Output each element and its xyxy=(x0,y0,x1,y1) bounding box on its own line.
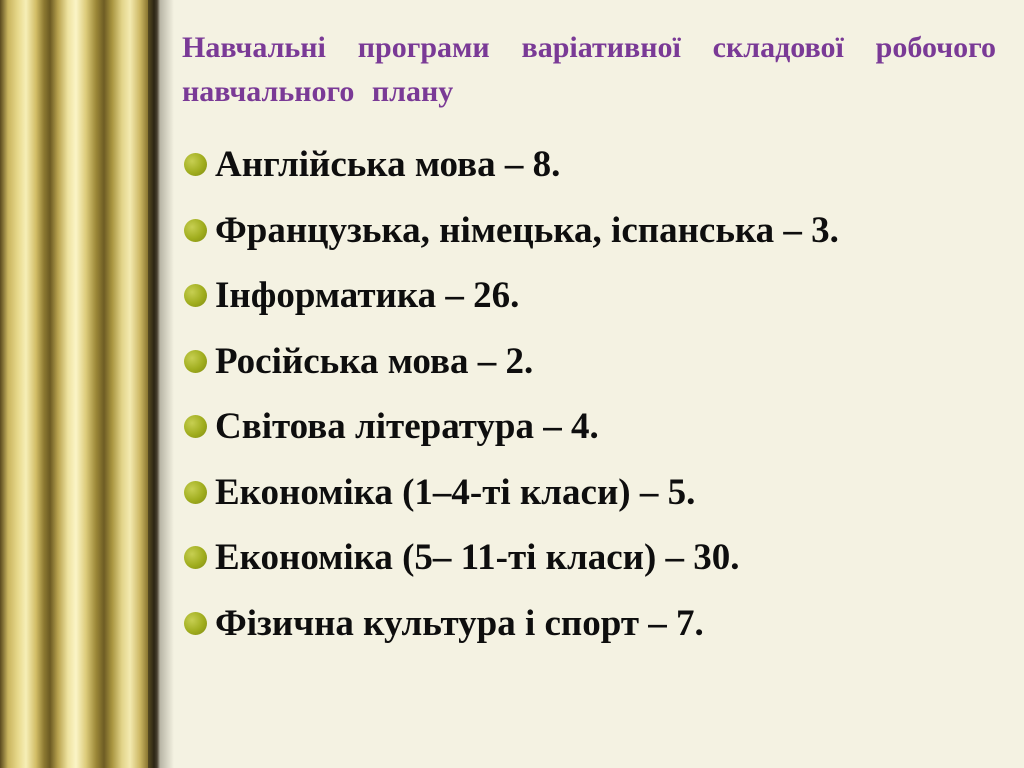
list-item-text: Інформатика – 26. xyxy=(215,275,520,317)
slide-title: Навчальні програми варіативної складової робочого навчального плану xyxy=(182,31,996,108)
bullet-icon xyxy=(184,612,207,635)
list-item-text: Економіка (1–4-ті класи) – 5. xyxy=(215,471,696,513)
pillar-shadow xyxy=(148,0,174,768)
bullet-icon xyxy=(184,284,207,307)
list-item xyxy=(184,132,839,198)
bullet-icon xyxy=(184,219,207,242)
list-item xyxy=(184,263,839,329)
list-item xyxy=(184,525,839,591)
list-item xyxy=(184,198,839,264)
list-item-text: Економіка (5– 11-ті класи) – 30. xyxy=(215,537,740,579)
bullet-icon xyxy=(184,153,207,176)
list-item-text: Фізична культура і спорт – 7. xyxy=(215,602,704,644)
bullet-icon xyxy=(184,415,207,438)
list-item xyxy=(184,329,839,395)
list-item-text: Англійська мова – 8. xyxy=(215,144,561,186)
bullet-list xyxy=(184,132,839,656)
list-item-text: Французька, німецька, іспанська – 3. xyxy=(215,209,839,251)
bullet-icon xyxy=(184,481,207,504)
list-item-text: Світова література – 4. xyxy=(215,406,599,448)
bullet-icon xyxy=(184,350,207,373)
list-item-text: Російська мова – 2. xyxy=(215,340,534,382)
golden-pillar-decoration xyxy=(0,0,160,768)
list-item xyxy=(184,394,839,460)
bullet-icon xyxy=(184,546,207,569)
list-item xyxy=(184,460,839,526)
list-item xyxy=(184,591,839,657)
